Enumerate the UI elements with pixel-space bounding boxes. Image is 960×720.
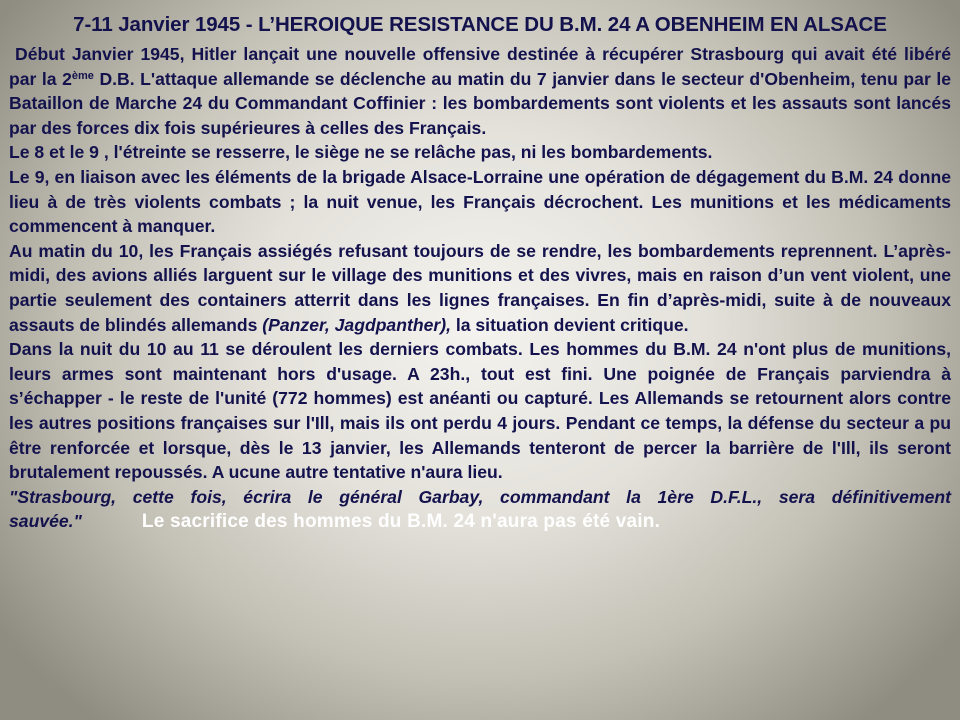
paragraph-9-january: Le 9, en liaison avec les éléments de la brigade Alsace-Lorraine une opération de dégagement du B.M. 24 donne lieu à de très violents combats ; la nuit venue, les Français décrochent. Les munitions et les médicaments commencent à manquer. bbox=[9, 166, 951, 237]
tank-names-italic: (Panzer, Jagdpanther), bbox=[262, 314, 451, 335]
paragraph-8-9-january: Le 8 et le 9 , l'étreinte se resserre, le siège ne se relâche pas, ni les bombardements. bbox=[9, 142, 713, 163]
paragraph-10-11-january: Dans la nuit du 10 au 11 se déroulent les derniers combats. Les hommes du B.M. 24 n'ont plus de munitions, leurs armes sont maintenant hors d'usage. A 23h., tout est fini. Une poignée de Français parviendra à s’échapper - le reste de l'unité (772 hommes) est anéanti ou capturé. Les Allemands se retournent alors contre les autres positions françaises sur l'Ill, mais ils ont perdu 4 jours. Pendant ce temps, la défense du secteur a pu être renforcée et lorsque, dès le 13 janvier, les Allemands tenteront de percer la barrière de l'Ill, ils seront brutalement repoussés. A ucune autre tentative n'aura lieu. bbox=[9, 339, 951, 483]
para-10-end: la situation devient critique. bbox=[450, 314, 689, 335]
paragraph-intro bbox=[9, 42, 951, 140]
intro-text-end: D.B. L'attaque allemande se déclenche au matin du 7 janvier dans le secteur d'Obenheim, tenu par le Bataillon de Marche 24 du Commandant Coffinier : les bombardements sont violents et les assauts sont lancés par des forces dix fois supérieures à celles des Français. bbox=[9, 68, 951, 138]
slide-title: 7-11 Janvier 1945 - L’HEROIQUE RESISTANCE DU B.M. 24 A OBENHEIM EN ALSACE bbox=[73, 13, 887, 36]
paragraph-quote bbox=[9, 485, 951, 535]
para-10-text: Au matin du 10, les Français assiégés refusant toujours de se rendre, les bombardements reprennent. L’après-midi, des avions alliés larguent sur le village des munitions et des vivres, mais en raison d’un vent violent, une partie seulement des containers atterrit dans les lignes françaises. En fin d’après-midi, suite à de nouveaux assauts de blindés allemands bbox=[9, 240, 951, 335]
garbay-quote: "Strasbourg, cette fois, écrira le général Garbay, commandant la 1ère D.F.L., sera définitivement sauvée." bbox=[9, 486, 951, 532]
ordinal-superscript: ème bbox=[71, 69, 94, 82]
closing-statement: Le sacrifice des hommes du B.M. 24 n'aura pas été vain. bbox=[141, 511, 661, 533]
paragraph-10-january bbox=[9, 239, 951, 337]
slide-body bbox=[9, 42, 951, 535]
intro-text-start: Début Janvier 1945, Hitler lançait une nouvelle offensive destinée à récupérer Strasbourg qui avait été libéré par la 2 bbox=[9, 44, 951, 89]
